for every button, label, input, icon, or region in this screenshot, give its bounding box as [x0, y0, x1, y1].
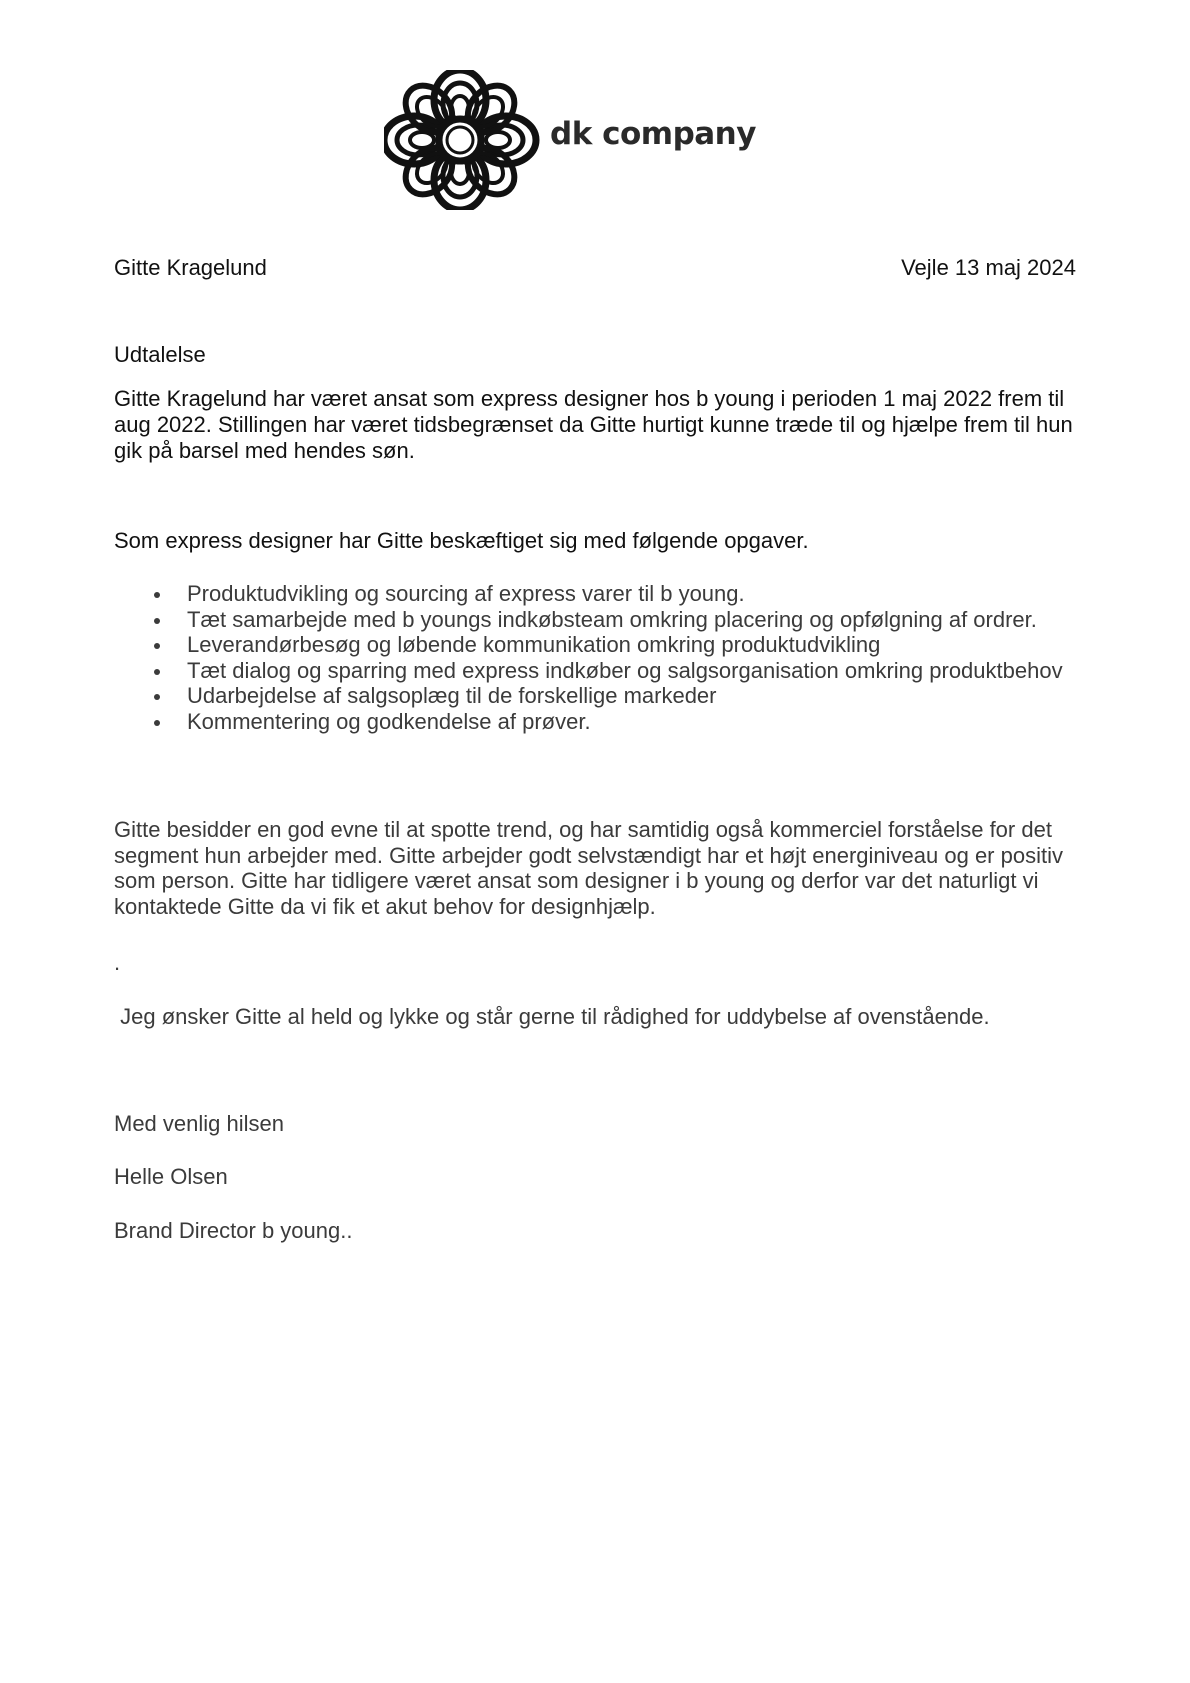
list-item: Udarbejdelse af salgsoplæg til de forskellige markeder: [114, 683, 1063, 709]
sign-off: Med venlig hilsen: [114, 1111, 284, 1136]
intro-line: Gitte Kragelund har været ansat som express designer hos b young i perioden 1 maj 2022 frem til: [114, 386, 1065, 411]
assessment-line: Gitte besidder en god evne til at spotte trend, og har samtidig også kommerciel forståelse for det: [114, 817, 1052, 842]
assessment-line: kontaktede Gitte da vi fik et akut behov for designhjælp.: [114, 893, 656, 919]
bullet-icon: [154, 669, 160, 675]
list-item: Tæt samarbejde med b youngs indkøbsteam omkring placering og opfølgning af ordrer.: [114, 607, 1063, 633]
recipient-name: Gitte Kragelund: [114, 255, 267, 280]
task-list: [114, 581, 1063, 734]
intro-line: aug 2022. Stillingen har været tidsbegrænset da Gitte hurtigt kunne træde til og hjælpe frem til hun: [114, 412, 1073, 437]
place-date: Vejle 13 maj 2024: [901, 255, 1076, 280]
assessment-line: segment hun arbejder med. Gitte arbejder godt selvstændigt har et højt energiniveau og er positiv: [114, 842, 1063, 868]
logo-wordmark: dk company: [550, 116, 756, 152]
assessment-line: som person. Gitte har tidligere været ansat som designer i b young og derfor var det naturligt vi: [114, 868, 1039, 893]
list-item: Leverandørbesøg og løbende kommunikation omkring produktudvikling: [114, 632, 1063, 658]
list-item: Kommentering og godkendelse af prøver.: [114, 709, 1063, 735]
closing-wish: Jeg ønsker Gitte al held og lykke og står gerne til rådighed for uddybelse af ovenstående.: [114, 1004, 990, 1029]
bullet-icon: [154, 618, 160, 624]
document-title: Udtalelse: [114, 342, 206, 367]
signer-name: Helle Olsen: [114, 1164, 228, 1189]
bullet-icon: [154, 643, 160, 649]
intro-paragraph: [114, 386, 1114, 464]
company-logo: [384, 70, 756, 210]
stray-dot: .: [114, 950, 121, 975]
bullet-icon: [154, 720, 160, 726]
bullet-icon: [154, 694, 160, 700]
signer-title: Brand Director b young..: [114, 1218, 353, 1243]
assessment-paragraph: [114, 817, 1114, 919]
list-item: Tæt dialog og sparring med express indkøber og salgsorganisation omkring produktbehov: [114, 658, 1063, 684]
list-item: Produktudvikling og sourcing af express varer til b young.: [114, 581, 1063, 607]
tasks-intro: Som express designer har Gitte beskæftiget sig med følgende opgaver.: [114, 528, 809, 553]
bullet-icon: [154, 592, 160, 598]
flower-logo-icon: [384, 70, 544, 210]
intro-line: gik på barsel med hendes søn.: [114, 438, 415, 463]
